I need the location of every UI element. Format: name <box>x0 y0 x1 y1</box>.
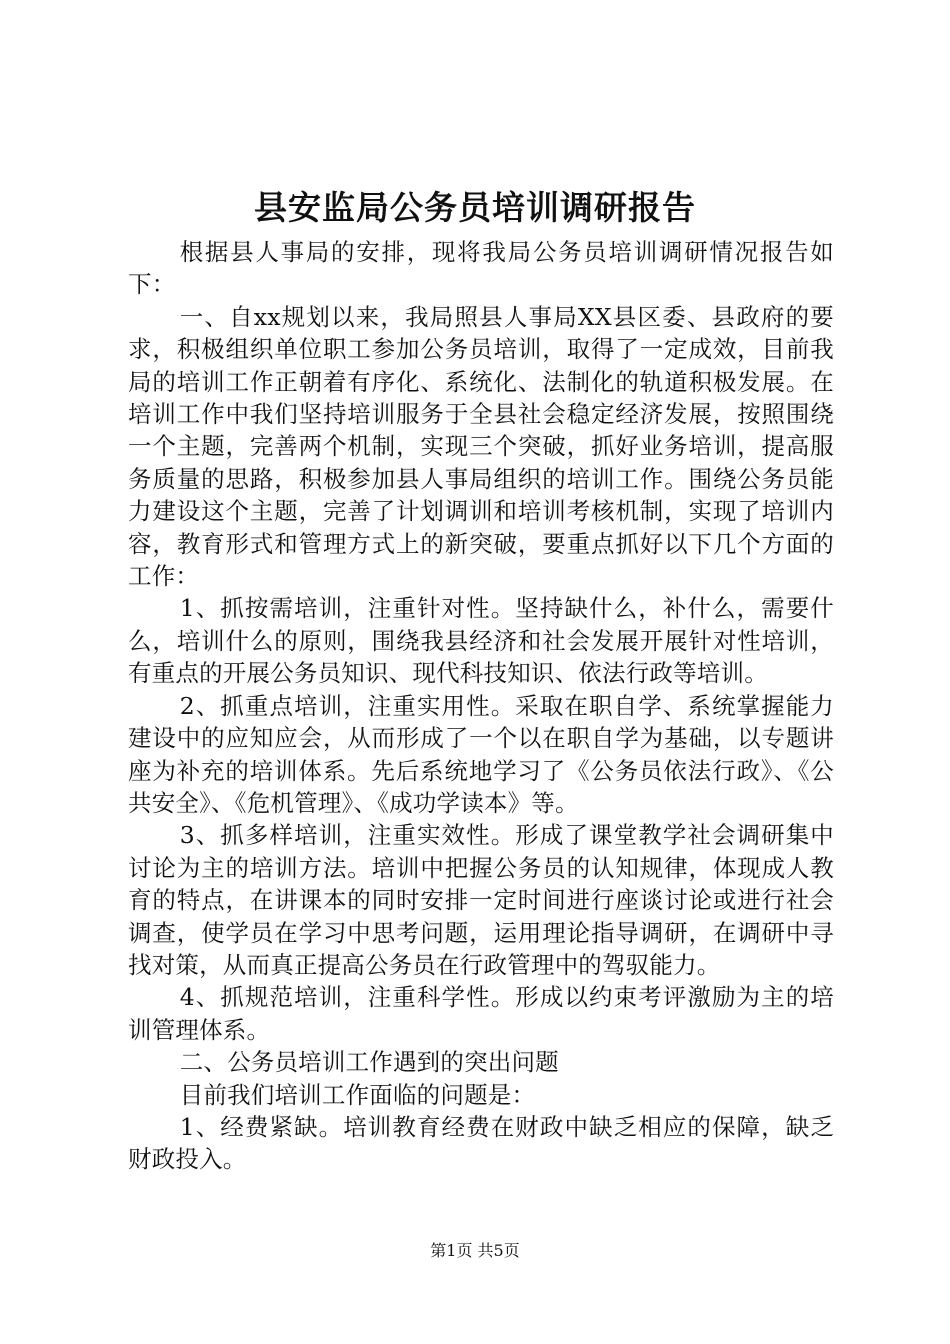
document-body <box>128 236 834 1176</box>
section-heading-2: 二、公务员培训工作遇到的突出问题 <box>179 1048 559 1077</box>
paragraph-problem-1: 1、经费紧缺。培训教育经费在财政中缺乏相应的保障，缺乏财政投入。 <box>128 1112 834 1174</box>
paragraph-section-1: 一、自xx规划以来，我局照县人事局XX县区委、县政府的要求，积极组织单位职工参加公务员培训，取得了一定成效，目前我局的培训工作正朝着有序化、系统化、法制化的轨道积极发展。在培训工作中我们坚持培训服务于全县社会稳定经济发展，按照围绕一个主题，完善两个机制，实现三个突破，抓好业务培训，提高服务质量的思路，积极参加县人事局组织的培训工作。围绕公务员能力建设这个主题，完善了计划调训和培训考核机制，实现了培训内容，教育形式和管理方式上的新突破，要重点抓好以下几个方面的工作： <box>128 302 834 591</box>
paragraph-item-3: 3、抓多样培训，注重实效性。形成了课堂教学社会调研集中讨论为主的培训方法。培训中把握公务员的认知规律，体现成人教育的特点，在讲课本的同时安排一定时间进行座谈讨论或进行社会调查，使学员在学习中思考问题，运用理论指导调研，在调研中寻找对策，从而真正提高公务员在行政管理中的驾驭能力。 <box>128 821 834 979</box>
paragraph-problems-intro: 目前我们培训工作面临的问题是： <box>179 1080 536 1109</box>
paragraph-intro: 根据县人事局的安排，现将我局公务员培训调研情况报告如下： <box>128 238 834 299</box>
paragraph-item-2: 2、抓重点培训，注重实用性。采取在职自学、系统掌握能力建设中的应知应会，从而形成了一个以在职自学为基础，以专题讲座为补充的培训体系。先后系统地学习了《公务员依法行政》、《公共安全》、《危机管理》、《成功学读本》等。 <box>128 691 834 817</box>
paragraph-item-1: 1、抓按需培训，注重针对性。坚持缺什么，补什么，需要什么，培训什么的原则，围绕我县经济和社会发展开展针对性培训，有重点的开展公务员知识、现代科技知识、依法行政等培训。 <box>128 594 834 688</box>
page-footer: 第1页 共5页 <box>430 1241 520 1260</box>
document-title: 县安监局公务员培训调研报告 <box>254 188 696 227</box>
paragraph-item-4: 4、抓规范培训，注重科学性。形成以约束考评激励为主的培训管理体系。 <box>128 983 834 1044</box>
